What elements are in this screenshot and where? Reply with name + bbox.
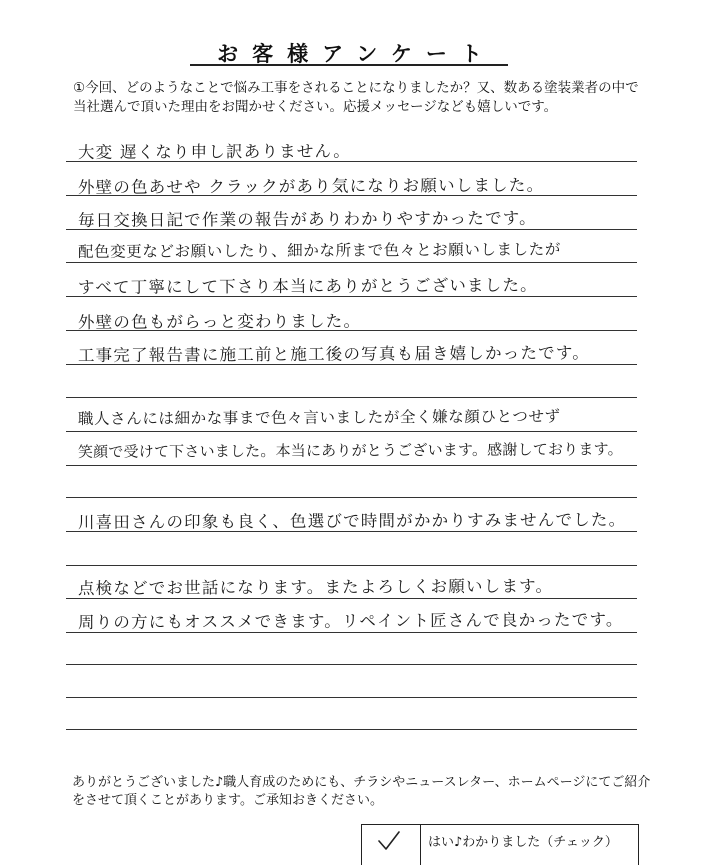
check-mark-icon (376, 829, 402, 853)
consent-checkbox-box[interactable] (361, 824, 639, 865)
answer-line: 職人さんには細かな事まで色々言いましたが全く嫌な顔ひとつせず (77, 407, 561, 428)
answer-line: 大変 遅くなり申し訳ありません。 (77, 141, 351, 163)
consent-label: はい♪わかりました（チェック） (428, 835, 618, 850)
answer-line: 配色変更などお願いしたり、細かな所まで色々とお願いしましたが (77, 240, 562, 261)
survey-title: お客様アンケート (217, 42, 496, 66)
answer-line: 点検などでお世話になります。またよろしくお願いします。 (77, 576, 554, 598)
rule-line (66, 397, 637, 398)
answer-line: 工事完了報告書に施工前と施工後の写真も届き嬉しかったです。 (77, 343, 590, 365)
footer-note: ありがとうございました♪職人育成のためにも、チラシやニュースレター、ホームページにてご紹介をさせて頂くことがあります。ご承知おきください。 (72, 775, 651, 808)
answer-line: 周りの方にもオススメできます。リペイント匠さんで良かったです。 (77, 610, 624, 632)
rule-line (66, 664, 637, 665)
rule-line (66, 565, 637, 566)
rule-line (66, 497, 637, 498)
answer-line: 川喜田さんの印象も良く、色選びで時間がかかりすみませんでした。 (77, 510, 627, 532)
rule-line (66, 465, 637, 466)
rule-line (66, 729, 637, 730)
title-underline (190, 64, 508, 66)
checkbox-cell[interactable] (362, 825, 421, 865)
answer-line: 外壁の色もがらっと変わりました。 (77, 311, 362, 332)
answer-line: 毎日交換日記で作業の報告がありわかりやすかったです。 (77, 208, 537, 231)
rule-line (66, 697, 637, 698)
answer-line: 外壁の色あせや クラックがあり気になりお願いしました。 (77, 175, 545, 198)
answer-line: すべて丁寧にして下さり本当にありがとうございました。 (77, 275, 538, 297)
answer-line: 笑顔で受けて下さいました。本当にありがとうございます。感謝しております。 (77, 440, 623, 461)
rule-line (66, 431, 637, 432)
rule-line (66, 262, 637, 263)
question-text: ①今回、どのようなことで悩み工事をされることになりましたか？又、数ある塗装業者の中で当社選んで頂いた理由をお聞かせください。応援メッセージなども嬉しいです。 (73, 80, 639, 115)
